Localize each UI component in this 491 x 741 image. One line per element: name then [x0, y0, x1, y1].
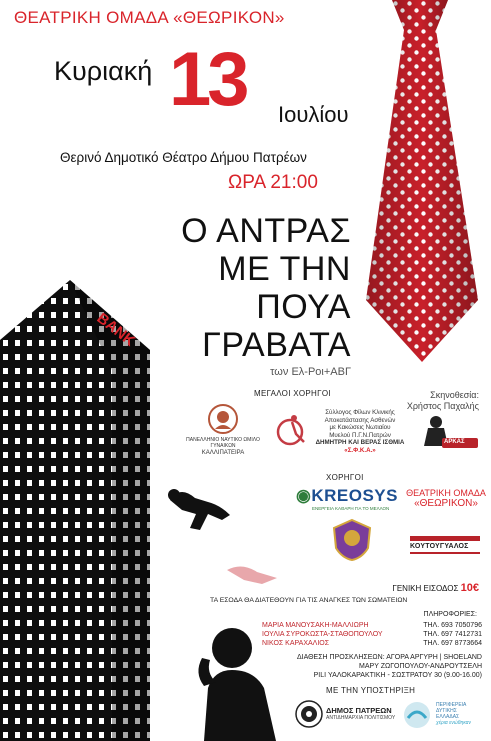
title-line-1: Ο ΑΝΤΡΑΣ	[181, 212, 351, 250]
sponsor-arkas: ΑΡΚΑΣ	[420, 412, 480, 452]
director-name: Χρήστος Παχαλής	[406, 401, 479, 411]
sponsor-sfka: Σύλλογος Φίλων Κλινικής Αποκατάστασης Ασθενών με Κακώσεις Νωτιαίου Μυελού Π.Γ.Ν.Πατρών ΔΗΜΗΤΡΗ ΚΑΙ ΒΕΡΑΣ ΙΣΘΜΙΑ «Σ.Φ.Κ.Α.»	[315, 409, 405, 454]
western-greece-region-logo-icon	[402, 700, 432, 730]
pink-falling-figure	[222, 560, 282, 590]
info-label: ΠΛΗΡΟΦΟΡΙΕΣ:	[423, 611, 477, 618]
event-time: ΩΡΑ 21:00	[228, 172, 318, 193]
contact-row: ΜΑΡΙΑ ΜΑΝΟΥΣΑΚΗ-ΜΑΛΛΙΩΡΗ ΤΗΛ. 693 7050796	[262, 622, 482, 629]
bank-sign: BANK	[93, 309, 139, 350]
sponsor-kallipateira: ΠΑΝΕΛΛΗΝΙΟ ΝΑΥΤΙΚΟ ΩΜΙΛΟ ΓΥΝΑΙΚΩΝ ΚΑΛΛΙΠΑΤΕΙΡΑ	[186, 403, 260, 457]
falling-man-silhouette	[160, 480, 240, 550]
title-line-4: ΓΡΑΒΑΤΑ	[202, 326, 351, 364]
title-line-3: ΠΟΥΑ	[256, 288, 351, 326]
event-month: Ιουλίου	[278, 102, 349, 127]
troupe-name: ΘΕΑΤΡΙΚΗ ΟΜΑΔΑ «ΘΕΩΡΙΚΟΝ»	[14, 8, 285, 27]
support-label: ΜΕ ΤΗΝ ΥΠΟΣΤΗΡΙΞΗ	[326, 686, 416, 695]
contact-row: ΝΙΚΟΣ ΚΑΡΑΧΑΛΙΟΣ ΤΗΛ. 697 8773664	[262, 640, 482, 647]
entry-note: ΤΑ ΕΣΟΔΑ ΘΑ ΔΙΑΤΕΘΟΥΝ ΓΙΑ ΤΙΣ ΑΝΑΓΚΕΣ ΤΩΝ ΣΩΜΑΤΕΙΩΝ	[210, 597, 408, 604]
title-line-2: ΜΕ ΤΗΝ	[218, 250, 351, 288]
tickets-info: ΔΙΑΘΕΣΗ ΠΡΟΣΚΛΗΣΕΩΝ: ΑΓΟΡΑ ΑΡΓΥΡΗ | SHOELAND ΜΑΡΥ ΖΩΓΟΠΟΥΛΟΥ-ΑΝΔΡΟΥΤΣΕΛΗ PILI ΥΑΛΟΚΑΡΑΚΤΙΚΗ - ΣΩΣΤΡΑΤΟΥ 30 (9.00-16.00)	[296, 654, 482, 679]
event-day: Κυριακή	[54, 56, 153, 86]
play-title	[181, 212, 351, 364]
major-sponsors-label: ΜΕΓΑΛΟΙ ΧΟΡΗΓΟΙ	[254, 389, 331, 398]
director-label: Σκηνοθεσία:	[430, 390, 479, 400]
entry-price: ΓΕΝΙΚΗ ΕΙΣΟΔΟΣ 10€	[392, 582, 479, 594]
western-greece-region: ΠΕΡΙΦΕΡΕΙΑ ΔΥΤΙΚΗΣ ΕΛΛΑΔΑΣ χέρια ενώθηκαν	[436, 702, 472, 726]
contact-list	[262, 621, 482, 648]
arkas-logo-icon	[420, 412, 480, 452]
event-venue: Θερινό Δημοτικό Θέατρο Δήμου Πατρέων	[60, 150, 307, 165]
sponsor-kreosys: ◉KREOSYS ΕΝΕΡΓΕΙΑ ΚΑΘΑΡΗ ΓΙΑ ΤΟ ΜΕΛΛΟΝ	[296, 486, 398, 511]
event-date: 13	[169, 37, 246, 122]
patras-municipality: ΔΗΜΟΣ ΠΑΤΡΕΩΝ ΑΝΤΙΔΗΜΑΡΧΙΑ ΠΟΛΙΤΙΣΜΟΥ	[326, 706, 396, 721]
sponsor-koutougialos: ΚΟΥΤΟΥΓΥΑΛΟΣ	[410, 536, 486, 554]
sponsor-theorikon: ΘΕΑΤΡΙΚΗ ΟΜΑΔΑ «ΘΕΩΡΙΚΟΝ»	[406, 488, 486, 509]
sponsors-label: ΧΟΡΗΓΟΙ	[326, 473, 364, 482]
contact-row: ΙΟΥΛΙΑ ΣΥΡΟΚΩΣΤΑ-ΣΤΑΘΟΠΟΥΛΟΥ ΤΗΛ. 697 7412731	[262, 631, 482, 638]
polka-dot-tie-illustration	[350, 0, 491, 372]
crest-logo-icon	[332, 518, 372, 562]
patras-municipality-logo-icon	[294, 699, 324, 729]
bank-skyscraper-illustration	[0, 280, 160, 741]
play-author: των Ελ-Ροι+ΑΒΓ	[270, 366, 351, 378]
kallipateira-logo-icon	[207, 403, 239, 435]
sfka-logo-icon	[274, 412, 308, 453]
